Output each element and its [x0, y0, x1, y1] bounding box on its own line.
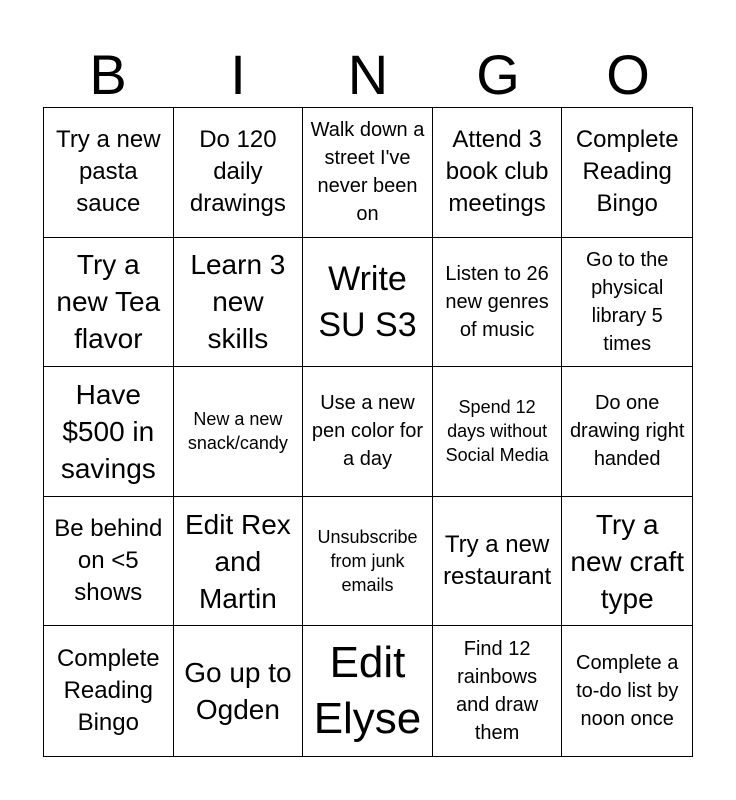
- header-letter-b: B: [89, 43, 127, 106]
- cell-label: Find 12 rainbows and draw them: [455, 638, 539, 745]
- cell-label: Go to the physical library 5 times: [586, 248, 669, 355]
- cell-label: Complete a to-do list by noon once: [576, 652, 679, 731]
- cell-label: Complete Reading Bingo: [56, 645, 160, 737]
- cell-label: Try a new pasta sauce: [56, 126, 161, 218]
- bingo-cell[interactable]: [174, 238, 304, 368]
- bingo-cell[interactable]: [44, 497, 174, 627]
- bingo-cell[interactable]: [44, 108, 174, 238]
- cell-label: Edit Rex and Martin: [184, 508, 291, 614]
- bingo-cell[interactable]: [433, 108, 563, 238]
- bingo-cell[interactable]: [433, 238, 563, 368]
- header-letter-n: N: [347, 43, 389, 106]
- cell-label: Attend 3 book club meetings: [445, 126, 549, 218]
- header-letter-g: G: [476, 43, 520, 106]
- cell-label: Use a new pen color for a day: [311, 392, 424, 471]
- bingo-cell[interactable]: [174, 108, 304, 238]
- bingo-cell[interactable]: [174, 367, 304, 497]
- bingo-cell[interactable]: [562, 238, 692, 368]
- bingo-cell[interactable]: [562, 497, 692, 627]
- bingo-header: [43, 42, 693, 108]
- cell-label: Edit Elyse: [313, 638, 422, 744]
- bingo-cell[interactable]: [303, 367, 433, 497]
- cell-label: Try a new restaurant: [443, 531, 552, 591]
- cell-label: Do 120 daily drawings: [189, 126, 286, 218]
- bingo-cell[interactable]: [44, 626, 174, 756]
- bingo-cell[interactable]: [44, 238, 174, 368]
- bingo-cell[interactable]: [562, 108, 692, 238]
- bingo-board: [43, 107, 693, 757]
- cell-label: Be behind on <5 shows: [54, 515, 163, 607]
- cell-label: Have $500 in savings: [60, 378, 156, 484]
- bingo-cell[interactable]: [303, 497, 433, 627]
- cell-label: Learn 3 new skills: [190, 249, 286, 355]
- cell-label: Go up to Ogden: [184, 657, 292, 726]
- cell-label: New a new snack/candy: [187, 409, 288, 454]
- cell-label: Complete Reading Bingo: [575, 126, 679, 218]
- cell-label: Write SU S3: [318, 259, 417, 344]
- bingo-cell[interactable]: [562, 367, 692, 497]
- header-letter-i: I: [230, 43, 246, 106]
- header-letter-o: O: [606, 43, 650, 106]
- bingo-cell[interactable]: [562, 626, 692, 756]
- cell-label: Unsubscribe from junk emails: [317, 527, 418, 596]
- bingo-cell[interactable]: [44, 367, 174, 497]
- bingo-cell[interactable]: [433, 497, 563, 627]
- bingo-cell[interactable]: [303, 626, 433, 756]
- bingo-cell[interactable]: [303, 108, 433, 238]
- cell-label: Do one drawing right handed: [569, 392, 685, 471]
- bingo-cell[interactable]: [174, 626, 304, 756]
- cell-label: Walk down a street I've never been on: [310, 119, 425, 226]
- cell-label: Spend 12 days without Social Media: [445, 397, 549, 466]
- cell-label: Listen to 26 new genres of music: [445, 262, 549, 341]
- cell-label: Try a new Tea flavor: [56, 249, 161, 355]
- bingo-cell[interactable]: [433, 626, 563, 756]
- bingo-cell[interactable]: [433, 367, 563, 497]
- bingo-cell[interactable]: [174, 497, 304, 627]
- cell-label: Try a new craft type: [570, 508, 684, 614]
- bingo-cell[interactable]: [303, 238, 433, 368]
